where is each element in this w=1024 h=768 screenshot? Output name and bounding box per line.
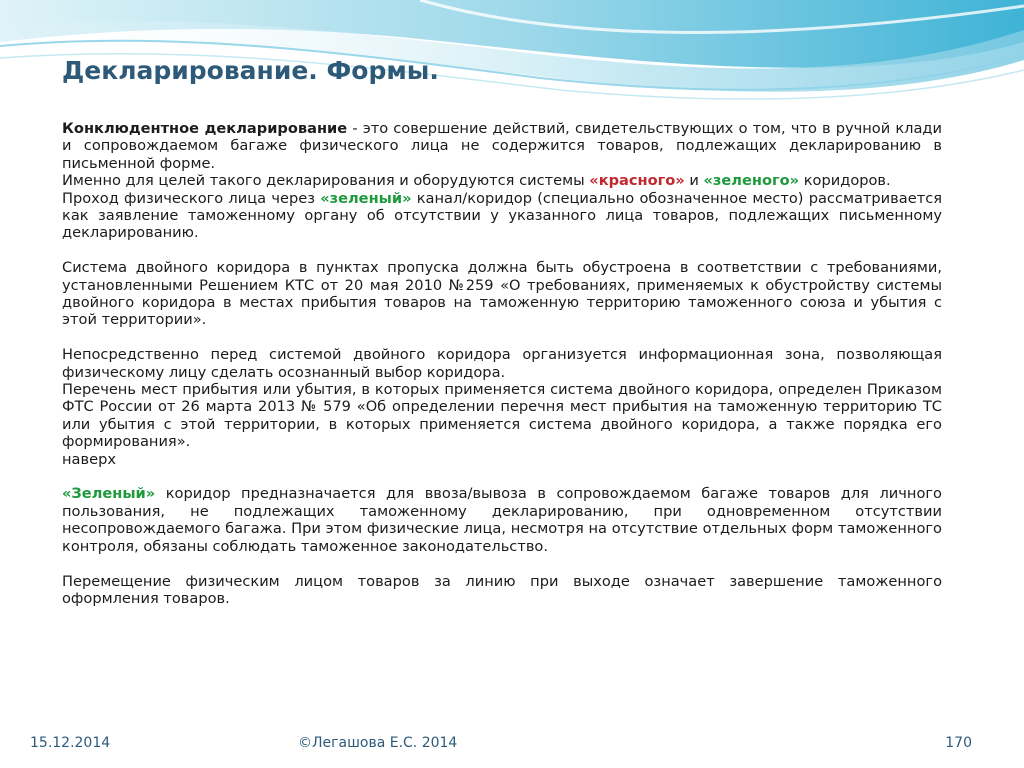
footer-page-number: 170 bbox=[945, 735, 972, 751]
footer-date: 15.12.2014 bbox=[30, 735, 111, 751]
paragraph-text: - это совершение действий, свидетельствующих о том, что в ручной клади и сопровождаемом багаже физического лица не содержится товаров, подлежащих декларированию в письменной форме. bbox=[62, 120, 942, 172]
paragraph-places-list: Перечень мест прибытия или убытия, в которых применяется система двойного коридора, определен Приказом ФТС России от 26 марта 2013 № 579 «Об определении перечня мест прибытия на таможенную территорию ТС или убытия с этой территории, в которых применяется система двойного коридора, а также порядка его формирования». bbox=[62, 381, 942, 451]
spacer bbox=[62, 555, 942, 572]
paragraph-text: Именно для целей такого декларирования и оборудуются системы bbox=[62, 172, 590, 190]
paragraph-text: и bbox=[684, 172, 704, 190]
paragraph-info-zone: Непосредственно перед системой двойного коридора организуется информационная зона, позволяющая физическому лицу сделать осознанный выбор коридора. bbox=[62, 346, 942, 381]
red-corridor-label: «красного» bbox=[589, 172, 685, 190]
footer-author: ©Легашова Е.С. 2014 bbox=[298, 735, 458, 751]
slide-title: Декларирование. Формы. bbox=[62, 56, 439, 85]
paragraph-double-corridor: Система двойного коридора в пунктах пропуска должна быть обустроена в соответствии с требованиями, установленными Решением КТС от 20 мая 2010 №259 «О требованиях, применяемых к обустройству системы двойного коридора в местах прибытия товаров на таможенную территорию таможенного союза и убытия с этой территории». bbox=[62, 259, 942, 329]
link-top[interactable]: наверх bbox=[62, 450, 116, 468]
spacer bbox=[62, 329, 942, 346]
paragraph-text: коридор предназначается для ввоза/вывоза в сопровождаемом багаже товаров для личного пользования, не подлежащих таможенному декларированию, при одновременном отсутствии несопровождаемого багажа. При этом физические лица, несмотря на отсутствие отдельных форм таможенного контроля, обязаны соблюдать таможенное законодательство. bbox=[62, 485, 942, 555]
paragraph-konkludent bbox=[62, 120, 942, 172]
slide-body bbox=[62, 120, 942, 607]
green-corridor-label: «Зеленый» bbox=[62, 485, 156, 503]
paragraph-green-passage bbox=[62, 190, 942, 242]
spacer bbox=[62, 242, 942, 259]
green-corridor-label: «зеленый» bbox=[320, 189, 412, 207]
paragraph-text: коридоров. bbox=[799, 172, 891, 190]
paragraph-green-corridor bbox=[62, 485, 942, 555]
paragraph-text: канал/коридор (специально обозначенное место) рассматривается как заявление таможенному органу об отсутствии у указанного лица товаров, подлежащих письменному декларированию. bbox=[62, 189, 942, 242]
paragraph-corridors bbox=[62, 172, 942, 189]
term-konkludent: Конклюдентное декларирование bbox=[62, 120, 348, 137]
paragraph-text: Проход физического лица через bbox=[62, 189, 321, 207]
spacer bbox=[62, 468, 942, 485]
green-corridor-label: «зеленого» bbox=[703, 172, 800, 190]
paragraph-completion: Перемещение физическим лицом товаров за линию при выходе означает завершение таможенного оформления товаров. bbox=[62, 572, 942, 607]
wave-header-decoration bbox=[0, 0, 1024, 110]
